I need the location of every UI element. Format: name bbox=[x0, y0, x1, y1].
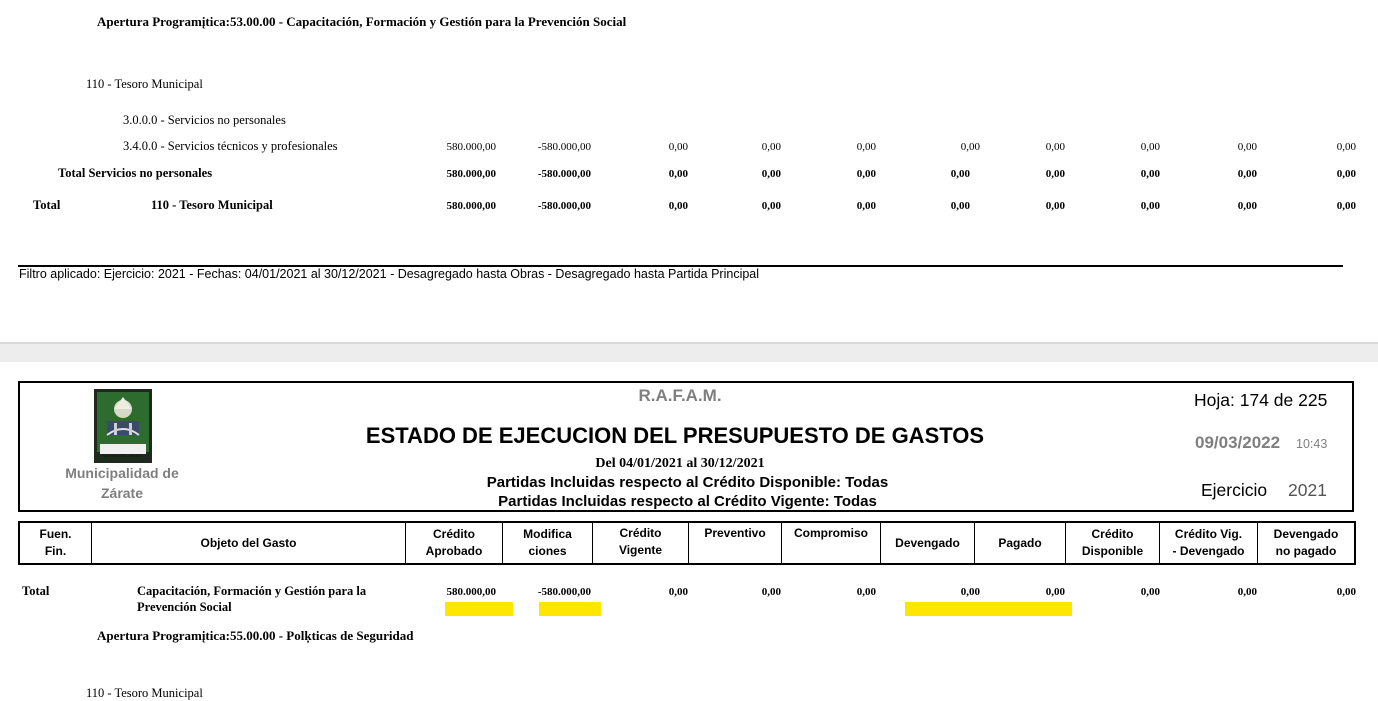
col-devengado-no-pagado: Devengado no pagado bbox=[1273, 527, 1339, 558]
col-credito-vig-devengado: Crédito Vig. - Devengado bbox=[1160, 523, 1258, 563]
value-preventivo: 0,00 bbox=[761, 586, 781, 598]
inciso-label: 3.0.0.0 - Servicios no personales bbox=[123, 113, 286, 127]
highlight-devengado-pagado bbox=[905, 602, 1072, 616]
col-devengado: Devengado bbox=[881, 523, 975, 563]
print-date: 09/03/2022 bbox=[1195, 433, 1281, 452]
system-name: R.A.F.A.M. bbox=[638, 386, 722, 405]
highlight-modificaciones bbox=[539, 602, 601, 616]
logo-banner-text: PARTIDO DE ZARATE bbox=[102, 453, 143, 458]
value-devengado-no-pagado: 0,00 bbox=[1336, 168, 1356, 180]
print-time: 10:43 bbox=[1296, 437, 1328, 451]
value-devengado-no-pagado: 0,00 bbox=[1336, 200, 1356, 212]
value-devengado-no-pagado: 0,00 bbox=[1336, 586, 1356, 598]
report-period: Del 04/01/2021 al 30/12/2021 bbox=[595, 456, 765, 471]
total-inciso-label: Total Servicios no personales bbox=[58, 166, 213, 180]
ejercicio-value: 2021 bbox=[1288, 480, 1327, 500]
value-credito-vigente: 0,00 bbox=[668, 141, 688, 153]
value-pagado: 0,00 bbox=[1045, 141, 1065, 153]
partida-label: 3.4.0.0 - Servicios técnicos y profesionales bbox=[123, 139, 338, 153]
ejercicio-label: Ejercicio bbox=[1201, 480, 1268, 500]
value-credito-vig-devengado: 0,00 bbox=[1237, 200, 1257, 212]
municipality-name-line2: Zárate bbox=[100, 485, 144, 501]
value-modificaciones: -580.000,00 bbox=[537, 168, 591, 180]
apertura-programatica-prev: Apertura Programįtica:53.00.00 - Capacitación, Formación y Gestión para la Prevención Social bbox=[97, 14, 627, 29]
value-preventivo: 0,00 bbox=[761, 141, 781, 153]
value-devengado: 0,00 bbox=[960, 586, 980, 598]
program-name-line2: Prevención Social bbox=[137, 600, 232, 614]
total-label: Total bbox=[33, 198, 61, 212]
highlight-credito-aprobado bbox=[445, 602, 513, 616]
value-devengado: 0,00 bbox=[950, 168, 970, 180]
fuente-label-cut: 110 - Tesoro Municipal bbox=[86, 686, 203, 700]
municipality-name-line1: Municipalidad de bbox=[65, 465, 179, 481]
report-title: ESTADO DE EJECUCION DEL PRESUPUESTO DE GASTOS bbox=[365, 423, 985, 448]
program-name-line1: Capacitación, Formación y Gestión para la bbox=[137, 584, 367, 598]
value-credito-vigente: 0,00 bbox=[668, 168, 688, 180]
value-compromiso: 0,00 bbox=[856, 168, 876, 180]
value-credito-vig-devengado: 0,00 bbox=[1237, 586, 1257, 598]
value-pagado: 0,00 bbox=[1045, 168, 1065, 180]
municipality-logo bbox=[94, 389, 152, 463]
value-compromiso: 0,00 bbox=[856, 141, 876, 153]
value-devengado-no-pagado: 0,00 bbox=[1336, 141, 1356, 153]
value-preventivo: 0,00 bbox=[761, 168, 781, 180]
value-modificaciones: -580.000,00 bbox=[537, 200, 591, 212]
filter-applied: Filtro aplicado: Ejercicio: 2021 - Fechas: 04/01/2021 al 30/12/2021 - Desagregado hasta Obras - Desagregado hasta Partida Principal bbox=[19, 267, 760, 281]
partidas-disponible: Partidas Incluidas respecto al Crédito Disponible: Todas bbox=[486, 474, 889, 491]
col-compromiso: Compromiso bbox=[782, 523, 881, 563]
value-compromiso: 0,00 bbox=[856, 200, 876, 212]
value-credito-aprobado: 580.000,00 bbox=[446, 168, 496, 180]
total-label: Total bbox=[22, 584, 50, 598]
col-credito-disponible: Crédito Disponible bbox=[1066, 523, 1160, 563]
value-pagado: 0,00 bbox=[1045, 586, 1065, 598]
value-credito-aprobado: 580.000,00 bbox=[446, 141, 496, 153]
col-objeto-gasto: Objeto del Gasto bbox=[92, 523, 406, 563]
value-modificaciones: -580.000,00 bbox=[537, 586, 591, 598]
col-credito-aprobado: Crédito Aprobado bbox=[406, 523, 503, 563]
total-fuente-name: 110 - Tesoro Municipal bbox=[151, 198, 273, 212]
value-pagado: 0,00 bbox=[1045, 200, 1065, 212]
col-fuente-fin: Fuen. Fin. bbox=[20, 523, 92, 563]
col-modificaciones: Modifica ciones bbox=[503, 523, 593, 563]
value-preventivo: 0,00 bbox=[761, 200, 781, 212]
value-credito-disponible: 0,00 bbox=[1140, 200, 1160, 212]
value-compromiso: 0,00 bbox=[856, 586, 876, 598]
col-pagado: Pagado bbox=[975, 523, 1066, 563]
page-number: Hoja: 174 de 225 bbox=[1194, 390, 1328, 410]
value-credito-vigente: 0,00 bbox=[668, 586, 688, 598]
col-preventivo: Preventivo bbox=[689, 523, 782, 563]
value-credito-vig-devengado: 0,00 bbox=[1237, 168, 1257, 180]
apertura-programatica-next: Apertura Programįtica:55.00.00 - Polķticas de Seguridad bbox=[97, 628, 414, 643]
value-modificaciones: -580.000,00 bbox=[537, 141, 591, 153]
value-credito-aprobado: 580.000,00 bbox=[446, 586, 496, 598]
col-credito-vigente: Crédito Vigente bbox=[593, 523, 689, 563]
value-devengado: 0,00 bbox=[950, 200, 970, 212]
value-credito-disponible: 0,00 bbox=[1140, 586, 1160, 598]
page-separator bbox=[0, 342, 1378, 362]
value-credito-disponible: 0,00 bbox=[1140, 141, 1160, 153]
value-credito-vig-devengado: 0,00 bbox=[1237, 141, 1257, 153]
coat-of-arms-icon bbox=[94, 389, 152, 463]
value-credito-vigente: 0,00 bbox=[668, 200, 688, 212]
value-credito-disponible: 0,00 bbox=[1140, 168, 1160, 180]
fuente-label: 110 - Tesoro Municipal bbox=[86, 77, 203, 91]
value-credito-aprobado: 580.000,00 bbox=[446, 200, 496, 212]
column-header-row bbox=[18, 521, 1356, 565]
value-devengado: 0,00 bbox=[960, 141, 980, 153]
partidas-vigente: Partidas Incluidas respecto al Crédito Vigente: Todas bbox=[498, 493, 877, 510]
